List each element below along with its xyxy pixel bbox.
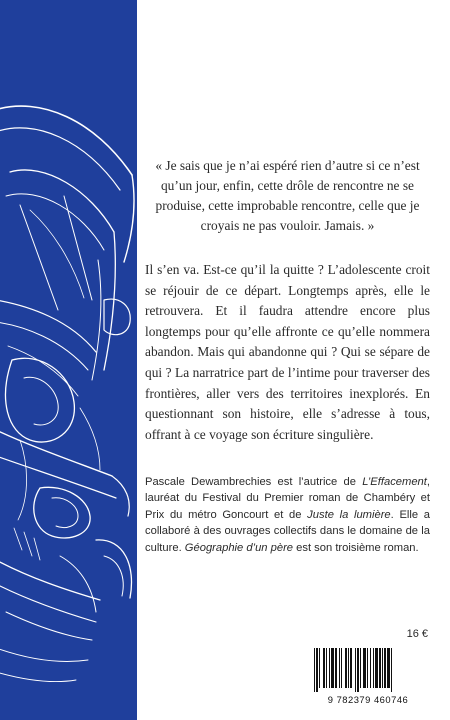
barcode-bar	[329, 648, 330, 688]
barcode-bar	[335, 648, 337, 688]
barcode-bar	[357, 648, 359, 692]
barcode-bars	[306, 646, 430, 694]
barcode-bar	[384, 648, 386, 688]
barcode-bar	[382, 648, 383, 688]
barcode-bar	[373, 648, 374, 688]
barcode-bar	[319, 648, 320, 688]
barcode-bar	[387, 648, 390, 688]
bio-text: est son troisième roman.	[293, 541, 419, 554]
barcode-bar	[379, 648, 381, 688]
book-title: Juste la lumière	[307, 508, 391, 521]
bio-text: , lauréat du Festival du Premier roman de Chambéry et Prix du métro Goncourt et de	[145, 476, 430, 521]
car-line-drawing	[0, 0, 137, 720]
barcode-bar	[350, 648, 352, 688]
barcode-bar	[391, 648, 392, 692]
barcode	[306, 646, 430, 706]
barcode-bar	[355, 648, 356, 692]
bio-text: Pascale Dewambrechies est l’autrice de	[145, 476, 363, 488]
barcode-bar	[323, 648, 325, 688]
isbn-number: 9 782379 460746	[327, 694, 409, 705]
barcode-bar	[339, 648, 340, 688]
barcode-bar	[314, 648, 315, 692]
quote-text: « Je sais que je n’ai espéré rien d’autre si ce n’est qu’un jour, enfin, cette drôle de rencontre ne se produise, cette improbable rencontre, celle que je croyais ne pas vouloir. Jamais. »	[155, 158, 420, 233]
book-title: Géographie d’un père	[184, 541, 294, 554]
barcode-bar	[367, 648, 368, 688]
barcode-bar	[316, 648, 318, 692]
bio-text: . Elle a collaboré à des ouvrages collectifs dans le domaine de la culture.	[145, 508, 430, 554]
barcode-bar	[360, 648, 361, 688]
barcode-bar	[345, 648, 347, 688]
barcode-bar	[348, 648, 349, 688]
blurb-text: Il s’en va. Est-ce qu’il la quitte ? L’adolescente croit se réjouir de ce départ. Longtemps après, elle le retrouvera. Et il faudra attendre encore plus longtemps pour qu’elle affronte ce qu’elle nommera abandon. Mais qui abandonne qui ? Qui se sépare de qui ? La narratrice part de l’intime pour traverser des frontières, aller vers des territoires inexplorés. En questionnant son histoire, elle s’adresse à tous, offrant à ce voyage son écriture singulière.	[145, 262, 430, 442]
barcode-bar	[331, 648, 334, 688]
book-title: L’Effacement	[362, 476, 427, 488]
barcode-bar	[375, 648, 378, 688]
illustration-band	[0, 0, 137, 720]
barcode-bar	[326, 648, 327, 688]
author-bio	[145, 474, 430, 556]
barcode-bar	[341, 648, 342, 688]
price-label: 16 €	[406, 628, 428, 640]
barcode-bar	[363, 648, 366, 688]
barcode-bar	[370, 648, 371, 688]
